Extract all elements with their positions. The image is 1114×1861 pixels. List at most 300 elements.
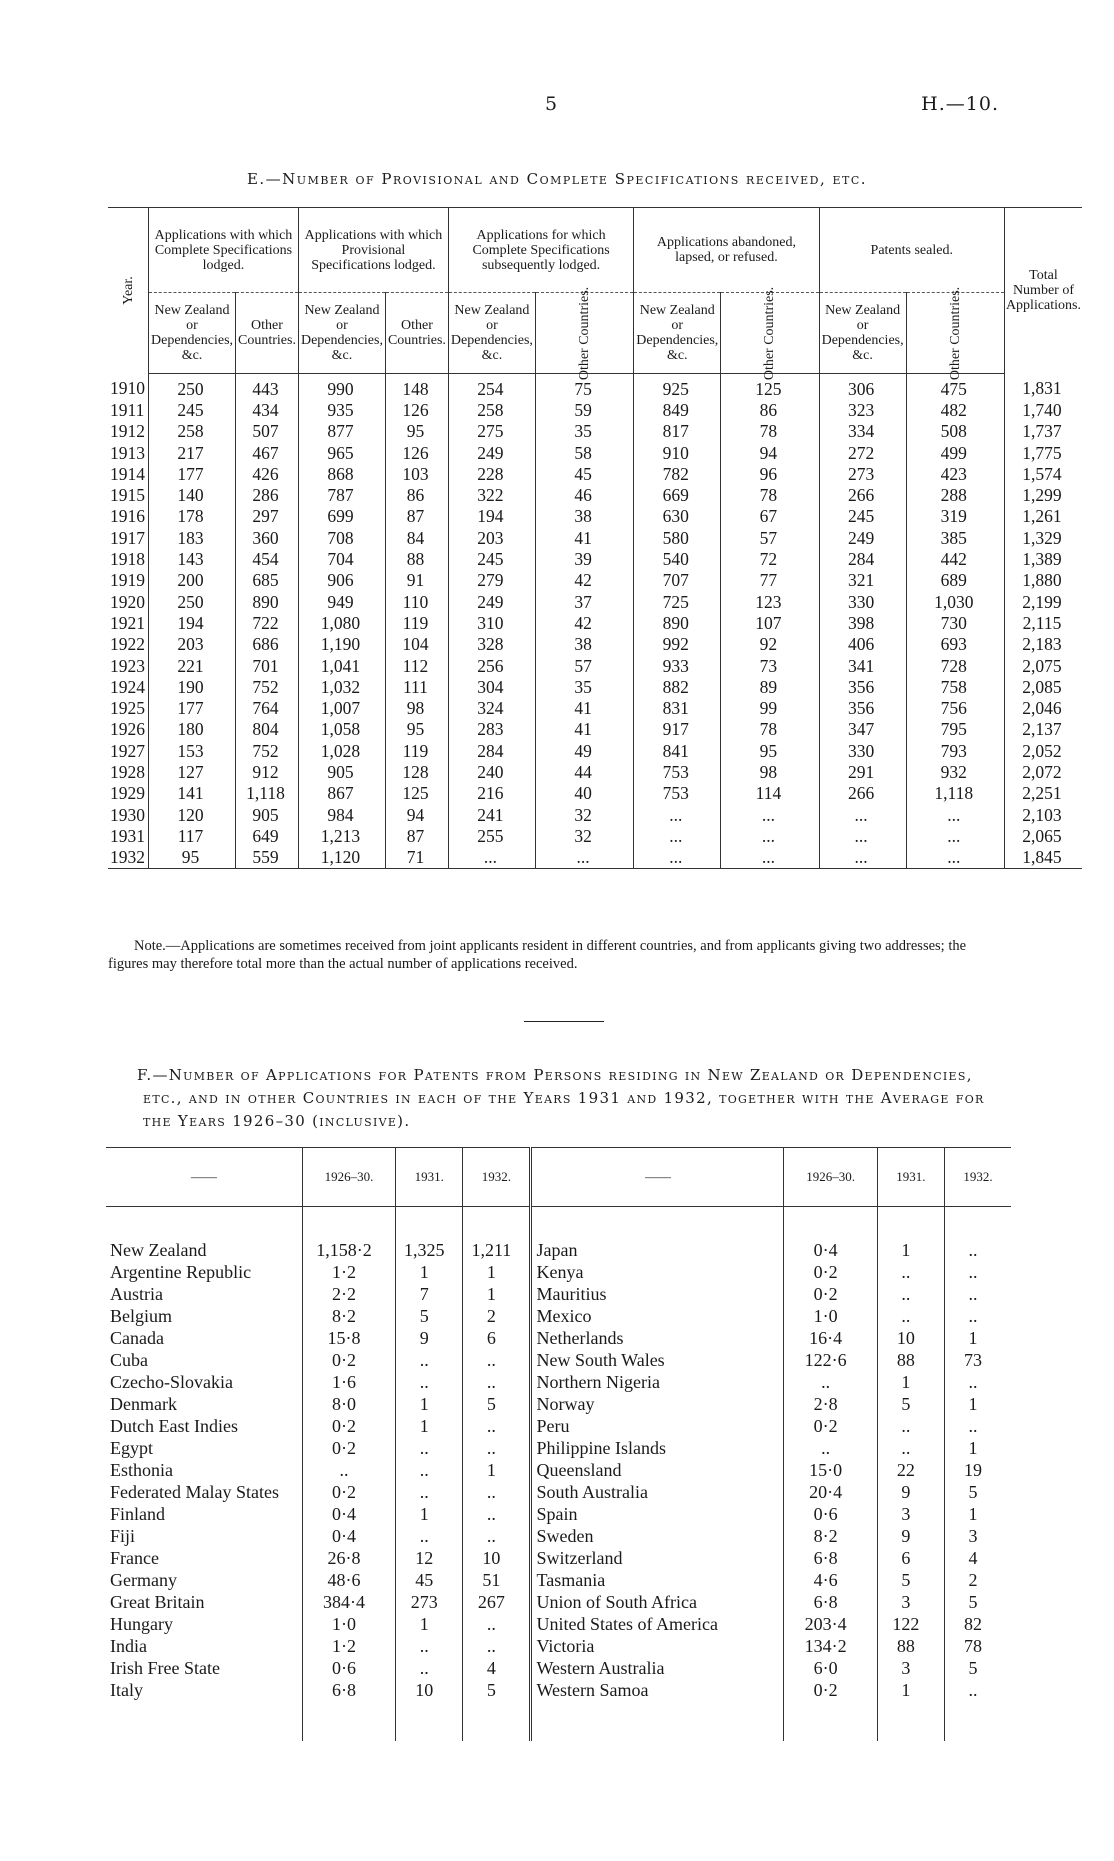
value-cell: 686	[236, 634, 299, 655]
value-cell: 442	[906, 548, 1004, 569]
value-cell: 0·2	[784, 1261, 877, 1283]
value-cell: 284	[819, 548, 906, 569]
country-cell	[106, 1569, 302, 1591]
value-cell: 310	[448, 612, 535, 633]
value-cell: 322	[448, 484, 535, 505]
value-cell: 32	[535, 804, 633, 825]
value-cell: 254	[448, 374, 535, 400]
value-cell: 2,085	[1004, 676, 1082, 697]
value-cell: 630	[634, 506, 721, 527]
value-cell: 1·6	[302, 1371, 395, 1393]
table-row	[108, 570, 1082, 591]
value-cell: 6	[463, 1327, 531, 1349]
value-cell: 8·0	[302, 1393, 395, 1415]
value-cell: 256	[448, 655, 535, 676]
table-row	[108, 506, 1082, 527]
value-cell: 228	[448, 463, 535, 484]
value-cell: ..	[302, 1459, 395, 1481]
value-cell: 110	[385, 591, 448, 612]
value-cell: 1,211	[463, 1207, 531, 1262]
value-cell: 95	[385, 421, 448, 442]
value-cell: ..	[944, 1371, 1011, 1393]
value-cell: 86	[721, 399, 819, 420]
table-row	[108, 761, 1082, 782]
value-cell: 708	[298, 527, 385, 548]
value-cell: 1,080	[298, 612, 385, 633]
value-cell: ..	[944, 1261, 1011, 1283]
value-cell: ..	[396, 1481, 463, 1503]
value-cell: 912	[236, 761, 299, 782]
1931-header: 1931.	[396, 1148, 463, 1207]
value-cell: 77	[721, 570, 819, 591]
value-cell: 841	[634, 740, 721, 761]
document-reference: H.—10.	[921, 93, 999, 115]
value-cell: 45	[535, 463, 633, 484]
value-cell: 38	[535, 634, 633, 655]
year-cell: 1915	[110, 485, 145, 506]
value-cell: 249	[448, 442, 535, 463]
value-cell: 114	[721, 783, 819, 804]
country-cell	[106, 1283, 302, 1305]
value-cell: 250	[149, 591, 236, 612]
country-cell	[531, 1459, 784, 1481]
table-row	[106, 1415, 1011, 1437]
value-cell: ..	[944, 1679, 1011, 1741]
value-cell: 540	[634, 548, 721, 569]
table-row	[108, 634, 1082, 655]
value-cell: ...	[634, 825, 721, 846]
value-cell: 103	[385, 463, 448, 484]
value-cell: 1,213	[298, 825, 385, 846]
year-cell: 1913	[110, 442, 145, 463]
value-cell: ..	[396, 1657, 463, 1679]
country-name: Federated Malay States	[110, 1481, 279, 1502]
table-row	[106, 1327, 1011, 1349]
value-cell: 8·2	[784, 1525, 877, 1547]
value-cell: 360	[236, 527, 299, 548]
value-cell: ...	[721, 847, 819, 869]
table-row	[108, 591, 1082, 612]
value-cell: 1	[877, 1207, 944, 1262]
value-cell: 756	[906, 697, 1004, 718]
country-cell	[106, 1305, 302, 1327]
value-cell: 935	[298, 399, 385, 420]
country-cell	[531, 1591, 784, 1613]
value-cell: 95	[149, 847, 236, 869]
country-name: Germany	[110, 1569, 177, 1590]
value-cell: 39	[535, 548, 633, 569]
table-row	[106, 1481, 1011, 1503]
value-cell: ...	[906, 825, 1004, 846]
value-cell: 649	[236, 825, 299, 846]
value-cell: 1,028	[298, 740, 385, 761]
value-cell: 4·6	[784, 1569, 877, 1591]
value-cell: 96	[721, 463, 819, 484]
value-cell: 385	[906, 527, 1004, 548]
value-cell: 2,065	[1004, 825, 1082, 846]
value-cell: 753	[634, 761, 721, 782]
value-cell: 882	[634, 676, 721, 697]
value-cell: 730	[906, 612, 1004, 633]
value-cell: ...	[634, 804, 721, 825]
country-cell	[106, 1525, 302, 1547]
value-cell: 9	[396, 1327, 463, 1349]
value-cell: 1	[463, 1261, 531, 1283]
value-cell: 1,007	[298, 697, 385, 718]
value-cell: 334	[819, 421, 906, 442]
value-cell: 126	[385, 399, 448, 420]
value-cell: 905	[236, 804, 299, 825]
other-header: Other Countries.	[906, 293, 1004, 374]
country-cell	[531, 1481, 784, 1503]
value-cell: 0·4	[302, 1503, 395, 1525]
value-cell: 194	[448, 506, 535, 527]
value-cell: 1	[944, 1437, 1011, 1459]
country-cell	[531, 1657, 784, 1679]
value-cell: 88	[877, 1349, 944, 1371]
table-row	[108, 527, 1082, 548]
value-cell: 84	[385, 527, 448, 548]
table-row	[106, 1261, 1011, 1283]
value-cell: 255	[448, 825, 535, 846]
year-cell: 1930	[110, 804, 145, 825]
country-name: Austria	[110, 1283, 163, 1304]
value-cell: 88	[385, 548, 448, 569]
value-cell: 701	[236, 655, 299, 676]
value-cell: 2,183	[1004, 634, 1082, 655]
value-cell: ..	[784, 1371, 877, 1393]
value-cell: 245	[448, 548, 535, 569]
value-cell: 37	[535, 591, 633, 612]
value-cell: 890	[236, 591, 299, 612]
value-cell: 41	[535, 527, 633, 548]
value-cell: 283	[448, 719, 535, 740]
country-name: Mexico	[536, 1305, 592, 1326]
value-cell: 728	[906, 655, 1004, 676]
value-cell: 341	[819, 655, 906, 676]
value-cell: ...	[819, 847, 906, 869]
value-cell: 1	[944, 1327, 1011, 1349]
value-cell: 1	[396, 1393, 463, 1415]
value-cell: 398	[819, 612, 906, 633]
value-cell: 35	[535, 421, 633, 442]
value-cell: 817	[634, 421, 721, 442]
value-cell: 4	[463, 1657, 531, 1679]
year-cell: 1910	[110, 378, 145, 399]
value-cell: 3	[877, 1503, 944, 1525]
value-cell: 190	[149, 676, 236, 697]
value-cell: 0·4	[784, 1207, 877, 1262]
value-cell: 467	[236, 442, 299, 463]
value-cell: ..	[877, 1437, 944, 1459]
country-cell	[106, 1349, 302, 1371]
value-cell: 38	[535, 506, 633, 527]
group-header-sealed: Patents sealed.	[819, 208, 1004, 293]
value-cell: 87	[385, 506, 448, 527]
value-cell: 1	[877, 1679, 944, 1741]
value-cell: ..	[396, 1437, 463, 1459]
value-cell: 3	[877, 1657, 944, 1679]
value-cell: 0·2	[784, 1415, 877, 1437]
value-cell: 1	[463, 1459, 531, 1481]
value-cell: 1,118	[236, 783, 299, 804]
country-name: India	[110, 1635, 147, 1656]
group-header-provisional: Applications with which Provisional Specifications lodged.	[298, 208, 448, 293]
value-cell: ...	[448, 847, 535, 869]
country-cell	[531, 1569, 784, 1591]
country-cell	[106, 1327, 302, 1349]
value-cell: 722	[236, 612, 299, 633]
value-cell: 45	[396, 1569, 463, 1591]
value-cell: 46	[535, 484, 633, 505]
country-cell	[531, 1503, 784, 1525]
value-cell: 2,103	[1004, 804, 1082, 825]
value-cell: 177	[149, 697, 236, 718]
value-cell: 795	[906, 719, 1004, 740]
value-cell: 906	[298, 570, 385, 591]
value-cell: 94	[721, 442, 819, 463]
value-cell: ..	[463, 1349, 531, 1371]
year-cell: 1932	[108, 847, 149, 869]
country-name: Esthonia	[110, 1459, 173, 1480]
value-cell: 119	[385, 612, 448, 633]
value-cell: 5	[944, 1481, 1011, 1503]
value-cell: 2,115	[1004, 612, 1082, 633]
value-cell: 266	[819, 783, 906, 804]
value-cell: 6	[877, 1547, 944, 1569]
value-cell: 15·0	[784, 1459, 877, 1481]
nz-header: New Zealand or Dependencies, &c.	[448, 293, 535, 374]
page-number: 5	[545, 93, 558, 115]
table-row	[106, 1283, 1011, 1305]
value-cell: ..	[877, 1415, 944, 1437]
value-cell: 758	[906, 676, 1004, 697]
value-cell: 685	[236, 570, 299, 591]
country-name: Czecho-Slovakia	[110, 1371, 233, 1392]
value-cell: 10	[877, 1327, 944, 1349]
country-cell	[106, 1591, 302, 1613]
country-cell	[531, 1371, 784, 1393]
country-name: Union of South Africa	[536, 1591, 697, 1612]
value-cell: 177	[149, 463, 236, 484]
value-cell: 475	[906, 374, 1004, 400]
value-cell: 5	[463, 1679, 531, 1741]
value-cell: 0·4	[302, 1525, 395, 1547]
country-name: Norway	[536, 1393, 595, 1414]
country-cell	[531, 1437, 784, 1459]
value-cell: 15·8	[302, 1327, 395, 1349]
value-cell: 0·2	[302, 1349, 395, 1371]
country-name: Spain	[536, 1503, 578, 1524]
value-cell: 3	[877, 1591, 944, 1613]
value-cell: 143	[149, 548, 236, 569]
country-name: Belgium	[110, 1305, 172, 1326]
value-cell: ..	[463, 1525, 531, 1547]
value-cell: 107	[721, 612, 819, 633]
value-cell: ..	[877, 1305, 944, 1327]
value-cell: 119	[385, 740, 448, 761]
value-cell: ...	[819, 804, 906, 825]
value-cell: 330	[819, 591, 906, 612]
table-row	[108, 783, 1082, 804]
value-cell: 49	[535, 740, 633, 761]
value-cell: 67	[721, 506, 819, 527]
country-name: Netherlands	[536, 1327, 624, 1348]
value-cell: 111	[385, 676, 448, 697]
value-cell: 73	[721, 655, 819, 676]
value-cell: 384·4	[302, 1591, 395, 1613]
country-name: Japan	[536, 1239, 578, 1260]
value-cell: 194	[149, 612, 236, 633]
value-cell: 88	[877, 1635, 944, 1657]
value-cell: 98	[721, 761, 819, 782]
country-name: South Australia	[536, 1481, 648, 1502]
value-cell: 73	[944, 1349, 1011, 1371]
value-cell: 347	[819, 719, 906, 740]
country-cell	[531, 1525, 784, 1547]
country-name: Mauritius	[536, 1283, 607, 1304]
country-name: Canada	[110, 1327, 164, 1348]
value-cell: 6·8	[784, 1547, 877, 1569]
value-cell: 1,325	[396, 1207, 463, 1262]
value-cell: 120	[149, 804, 236, 825]
value-cell: 1	[396, 1415, 463, 1437]
value-cell: 98	[385, 697, 448, 718]
value-cell: 279	[448, 570, 535, 591]
value-cell: 787	[298, 484, 385, 505]
value-cell: 890	[634, 612, 721, 633]
country-name: New Zealand	[110, 1239, 207, 1260]
table-e-title: E.—Number of Provisional and Complete Specifications received, etc.	[246, 170, 868, 188]
country-name: Queensland	[536, 1459, 622, 1480]
value-cell: 406	[819, 634, 906, 655]
value-cell: 78	[721, 421, 819, 442]
value-cell: 1,737	[1004, 421, 1082, 442]
value-cell: 19	[944, 1459, 1011, 1481]
country-cell	[106, 1635, 302, 1657]
total-header: Total Number of Applications.	[1004, 208, 1082, 374]
nz-header: New Zealand or Dependencies, &c.	[634, 293, 721, 374]
value-cell: ..	[463, 1481, 531, 1503]
country-name: Denmark	[110, 1393, 177, 1414]
value-cell: 117	[149, 825, 236, 846]
value-cell: 949	[298, 591, 385, 612]
year-cell: 1914	[110, 463, 145, 484]
country-cell	[531, 1349, 784, 1371]
table-row	[108, 697, 1082, 718]
other-header: Other Countries.	[385, 293, 448, 374]
value-cell: 4	[944, 1547, 1011, 1569]
group-header-subsequent: Applications for which Complete Specifications subsequently lodged.	[448, 208, 633, 293]
value-cell: 288	[906, 484, 1004, 505]
country-name: Western Samoa	[536, 1679, 649, 1700]
other-header: Other Countries.	[236, 293, 299, 374]
year-cell: 1912	[110, 421, 145, 442]
value-cell: 1,032	[298, 676, 385, 697]
country-cell	[106, 1503, 302, 1525]
table-row	[108, 612, 1082, 633]
year-cell: 1911	[110, 399, 145, 420]
other-header: Other Countries.	[535, 293, 633, 374]
value-cell: 2·8	[784, 1393, 877, 1415]
value-cell: 75	[535, 374, 633, 400]
country-name: Cuba	[110, 1349, 148, 1370]
table-row	[106, 1679, 1011, 1741]
value-cell: ...	[906, 804, 1004, 825]
value-cell: 324	[448, 697, 535, 718]
country-cell	[106, 1261, 302, 1283]
value-cell: 134·2	[784, 1635, 877, 1657]
country-cell	[106, 1207, 302, 1262]
value-cell: 41	[535, 697, 633, 718]
value-cell: 2	[944, 1569, 1011, 1591]
country-name: Hungary	[110, 1613, 173, 1634]
value-cell: 125	[385, 783, 448, 804]
country-name: Switzerland	[536, 1547, 623, 1568]
country-name: Tasmania	[536, 1569, 606, 1590]
table-row	[108, 374, 1082, 400]
year-cell: 1927	[110, 740, 145, 761]
value-cell: 12	[396, 1547, 463, 1569]
value-cell: 831	[634, 697, 721, 718]
table-row	[108, 740, 1082, 761]
table-row	[106, 1569, 1011, 1591]
value-cell: 669	[634, 484, 721, 505]
value-cell: 122·6	[784, 1349, 877, 1371]
value-cell: 1,299	[1004, 484, 1082, 505]
value-cell: 22	[877, 1459, 944, 1481]
value-cell: 87	[385, 825, 448, 846]
value-cell: 5	[396, 1305, 463, 1327]
value-cell: 48·6	[302, 1569, 395, 1591]
value-cell: 35	[535, 676, 633, 697]
year-cell: 1924	[110, 676, 145, 697]
value-cell: 245	[819, 506, 906, 527]
value-cell: 304	[448, 676, 535, 697]
value-cell: ...	[721, 825, 819, 846]
value-cell: 86	[385, 484, 448, 505]
table-row	[108, 655, 1082, 676]
value-cell: 1,329	[1004, 527, 1082, 548]
country-name: Argentine Republic	[110, 1261, 252, 1282]
value-cell: 2,046	[1004, 697, 1082, 718]
value-cell: 1	[463, 1283, 531, 1305]
year-cell: 1918	[110, 549, 145, 570]
value-cell: 249	[819, 527, 906, 548]
year-cell: 1919	[110, 570, 145, 591]
year-cell: 1928	[110, 761, 145, 782]
value-cell: ...	[819, 825, 906, 846]
value-cell: 1	[944, 1393, 1011, 1415]
value-cell: 153	[149, 740, 236, 761]
value-cell: 99	[721, 697, 819, 718]
1932-header: 1932.	[463, 1148, 531, 1207]
value-cell: 1,389	[1004, 548, 1082, 569]
value-cell: 319	[906, 506, 1004, 527]
table-row	[108, 825, 1082, 846]
table-row	[108, 676, 1082, 697]
year-cell: 1920	[110, 591, 145, 612]
value-cell: 71	[385, 847, 448, 869]
country-cell	[106, 1679, 302, 1741]
avg-header: 1926–30.	[302, 1148, 395, 1207]
value-cell: ...	[634, 847, 721, 869]
year-cell: 1923	[110, 655, 145, 676]
value-cell: ..	[944, 1207, 1011, 1262]
value-cell: 499	[906, 442, 1004, 463]
table-f-title: F.—Number of Applications for Patents from Persons residing in New Zealand or Dependencies, etc., and in other Countries in each of the Years 1931 and 1932, together with the Average for the Years 1926–30 (inclusive).	[137, 1066, 985, 1130]
value-cell: 112	[385, 655, 448, 676]
